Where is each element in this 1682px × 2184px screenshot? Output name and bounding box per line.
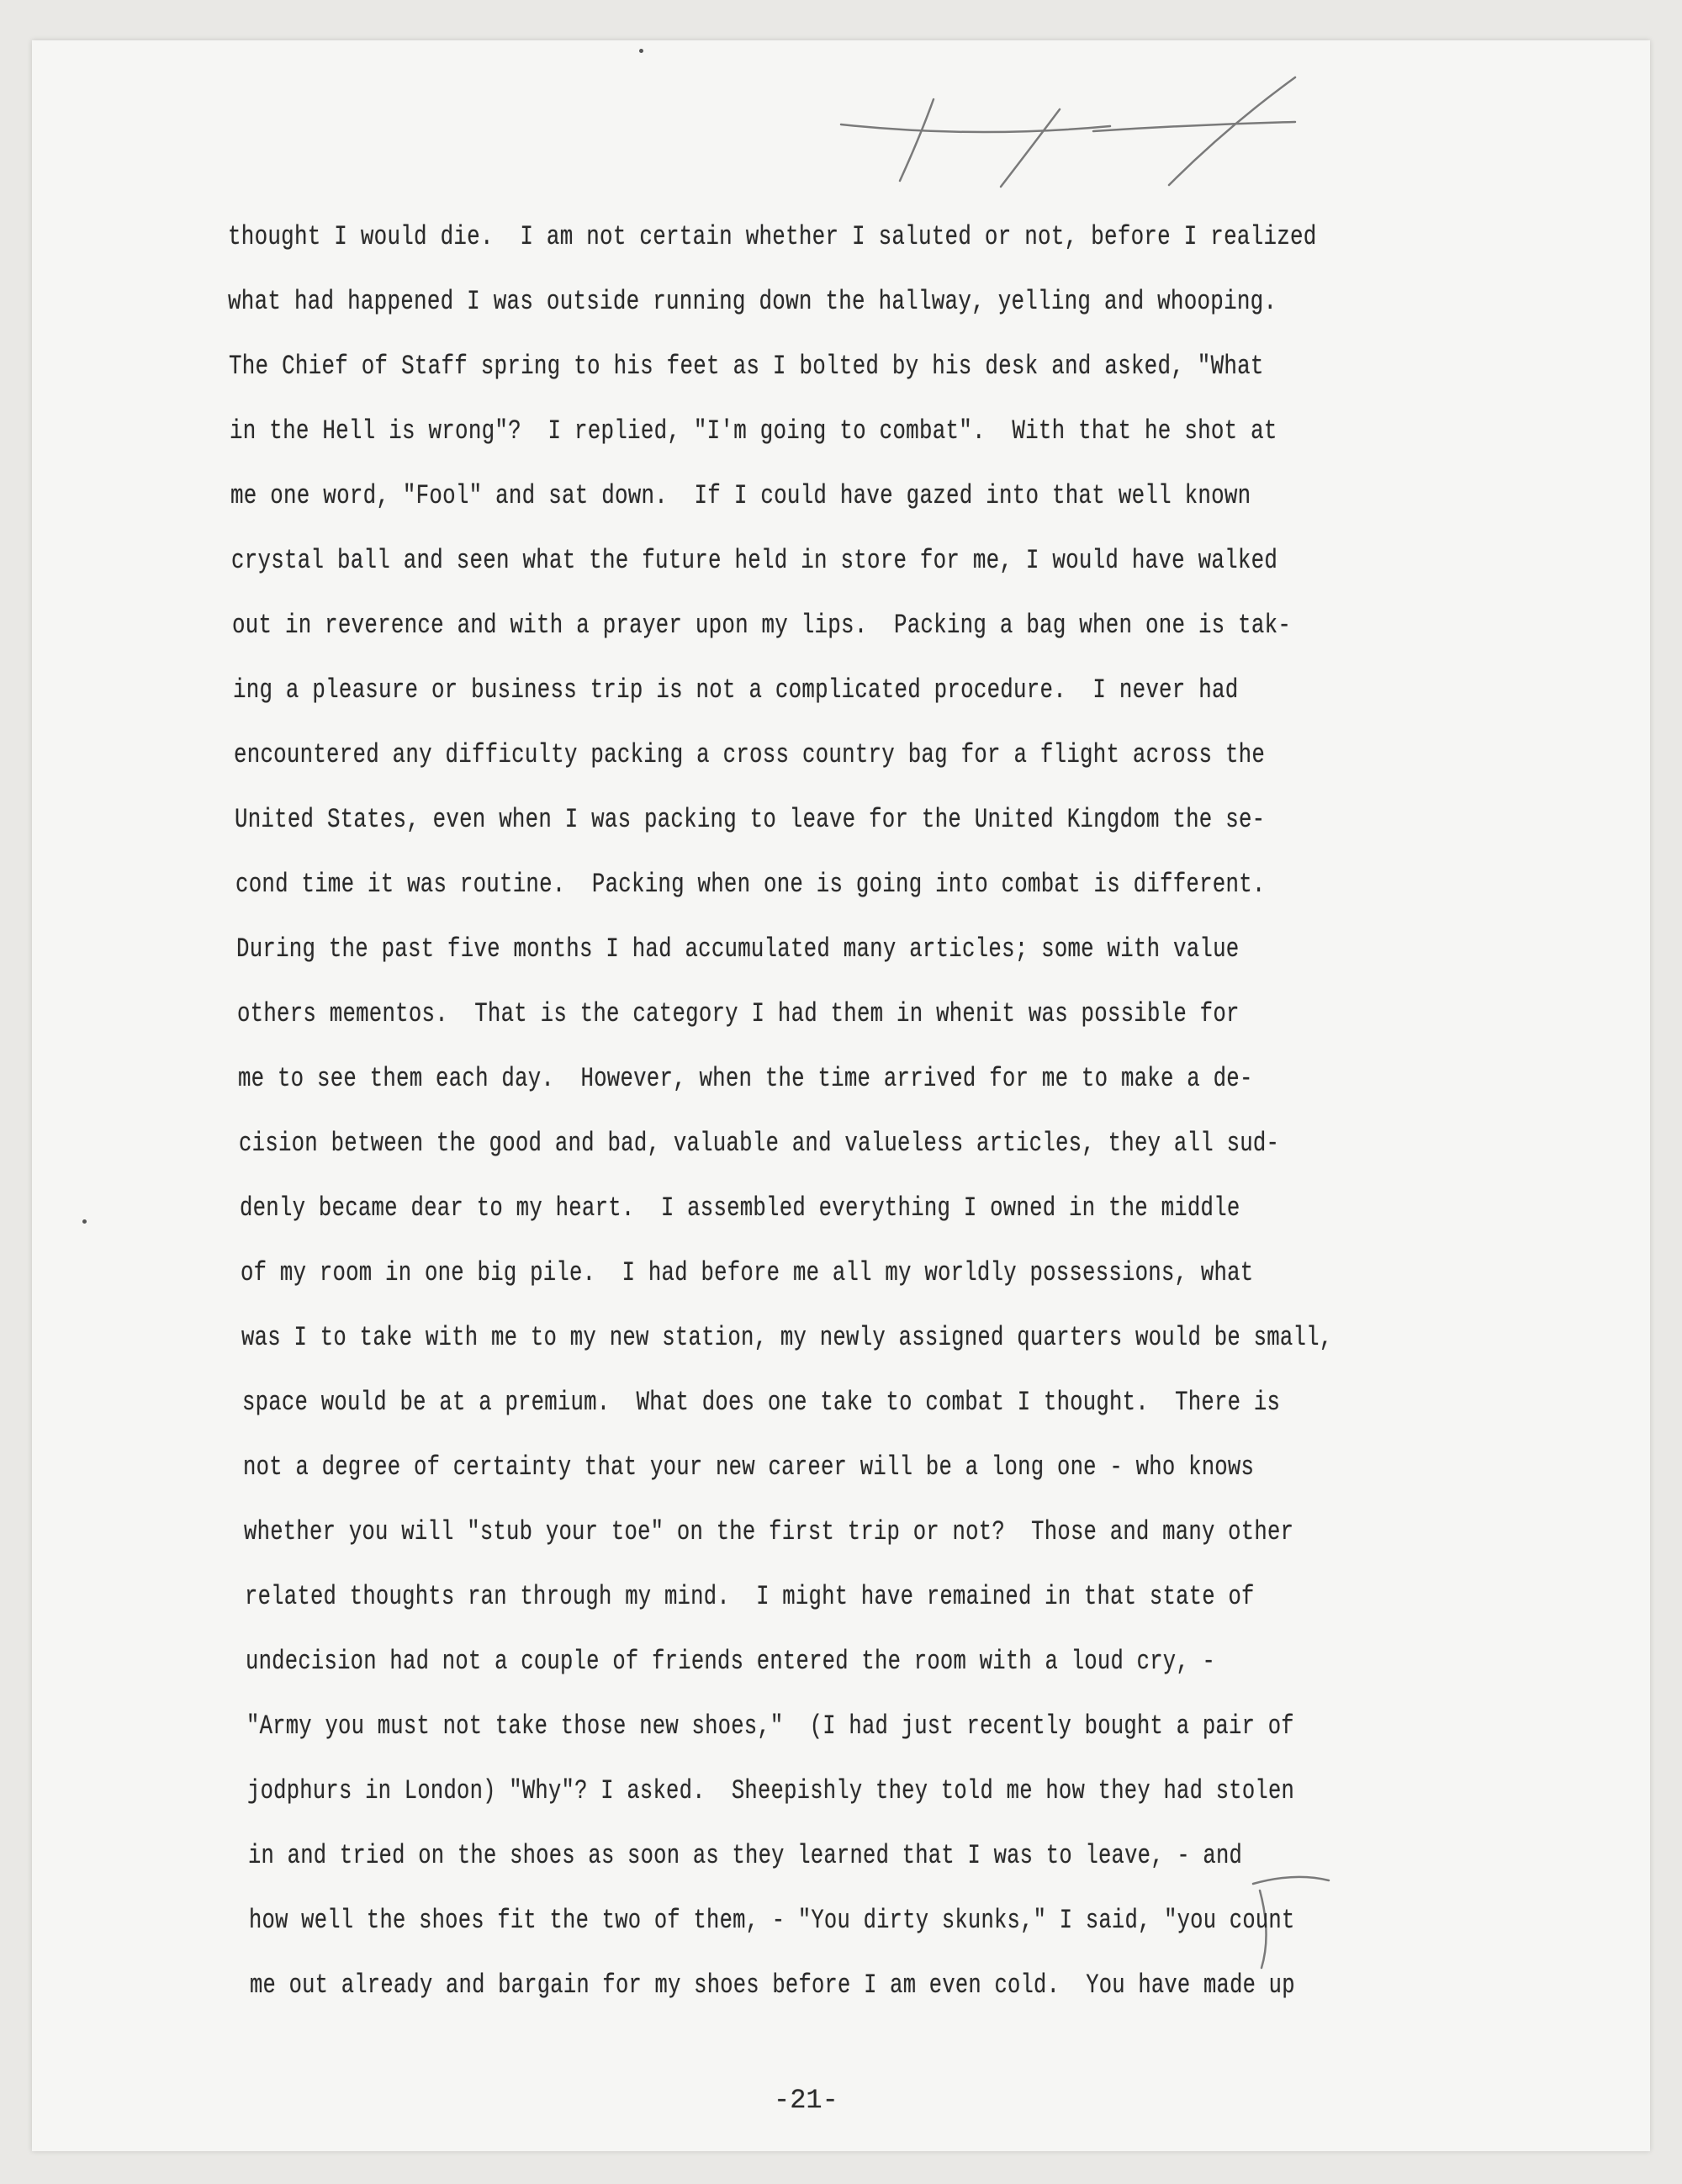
text-line-1: thought I would die. I am not certain whether I saluted or not, before I realized: [228, 221, 1317, 252]
text-line-11: cond time it was routine. Packing when one is going into combat is different.: [235, 869, 1266, 900]
text-line-9: encountered any difficulty packing a cross country bag for a flight across the: [234, 739, 1266, 770]
text-line-8: ing a pleasure or business trip is not a complicated procedure. I never had: [233, 674, 1239, 706]
text-line-28: me out already and bargain for my shoes before I am even cold. You have made up: [250, 1970, 1295, 2001]
text-line-18: was I to take with me to my new station, my newly assigned quarters would be small,: [241, 1322, 1333, 1353]
text-line-24: "Army you must not take those new shoes," (I had just recently bought a pair of: [246, 1711, 1294, 1742]
text-line-17: of my room in one big pile. I had before me all my worldly possessions, what: [241, 1257, 1254, 1288]
text-line-4: in the Hell is wrong"? I replied, "I'm going to combat". With that he shot at: [230, 415, 1277, 447]
text-line-3: The Chief of Staff spring to his feet as I bolted by his desk and asked, "What: [229, 351, 1264, 382]
text-line-7: out in reverence and with a prayer upon my lips. Packing a bag when one is tak-: [232, 610, 1292, 641]
text-line-6: crystal ball and seen what the future held in store for me, I would have walked: [231, 545, 1278, 576]
text-line-25: jodphurs in London) "Why"? I asked. Sheepishly they told me how they had stolen: [247, 1775, 1295, 1806]
text-line-26: in and tried on the shoes as soon as they learned that I was to leave, - and: [248, 1840, 1243, 1871]
text-line-14: me to see them each day. However, when the time arrived for me to make a de-: [238, 1063, 1253, 1094]
text-line-23: undecision had not a couple of friends entered the room with a loud cry, -: [246, 1646, 1216, 1677]
text-line-20: not a degree of certainty that your new career will be a long one - who knows: [243, 1452, 1255, 1483]
text-line-5: me one word, "Fool" and sat down. If I could have gazed into that well known: [230, 480, 1251, 511]
text-line-2: what had happened I was outside running down the hallway, yelling and whooping.: [228, 286, 1277, 317]
page-number: -21-: [774, 2085, 838, 2116]
text-line-15: cision between the good and bad, valuable and valueless articles, they all sud-: [239, 1128, 1280, 1159]
paper-speck: [82, 1219, 87, 1224]
text-line-12: During the past five months I had accumulated many articles; some with value: [236, 933, 1240, 965]
paper-speck: [639, 49, 643, 53]
text-line-21: whether you will "stub your toe" on the first trip or not? Those and many other: [244, 1516, 1294, 1547]
text-line-19: space would be at a premium. What does one take to combat I thought. There is: [242, 1387, 1281, 1418]
text-line-13: others mementos. That is the category I had them in whenit was possible for: [237, 998, 1240, 1029]
text-line-16: denly became dear to my heart. I assembled everything I owned in the middle: [240, 1192, 1240, 1224]
text-line-22: related thoughts ran through my mind. I might have remained in that state of: [245, 1581, 1255, 1612]
text-line-10: United States, even when I was packing to leave for the United Kingdom the se-: [235, 804, 1266, 835]
text-line-27: how well the shoes fit the two of them, - "You dirty skunks," I said, "you count: [249, 1905, 1295, 1936]
